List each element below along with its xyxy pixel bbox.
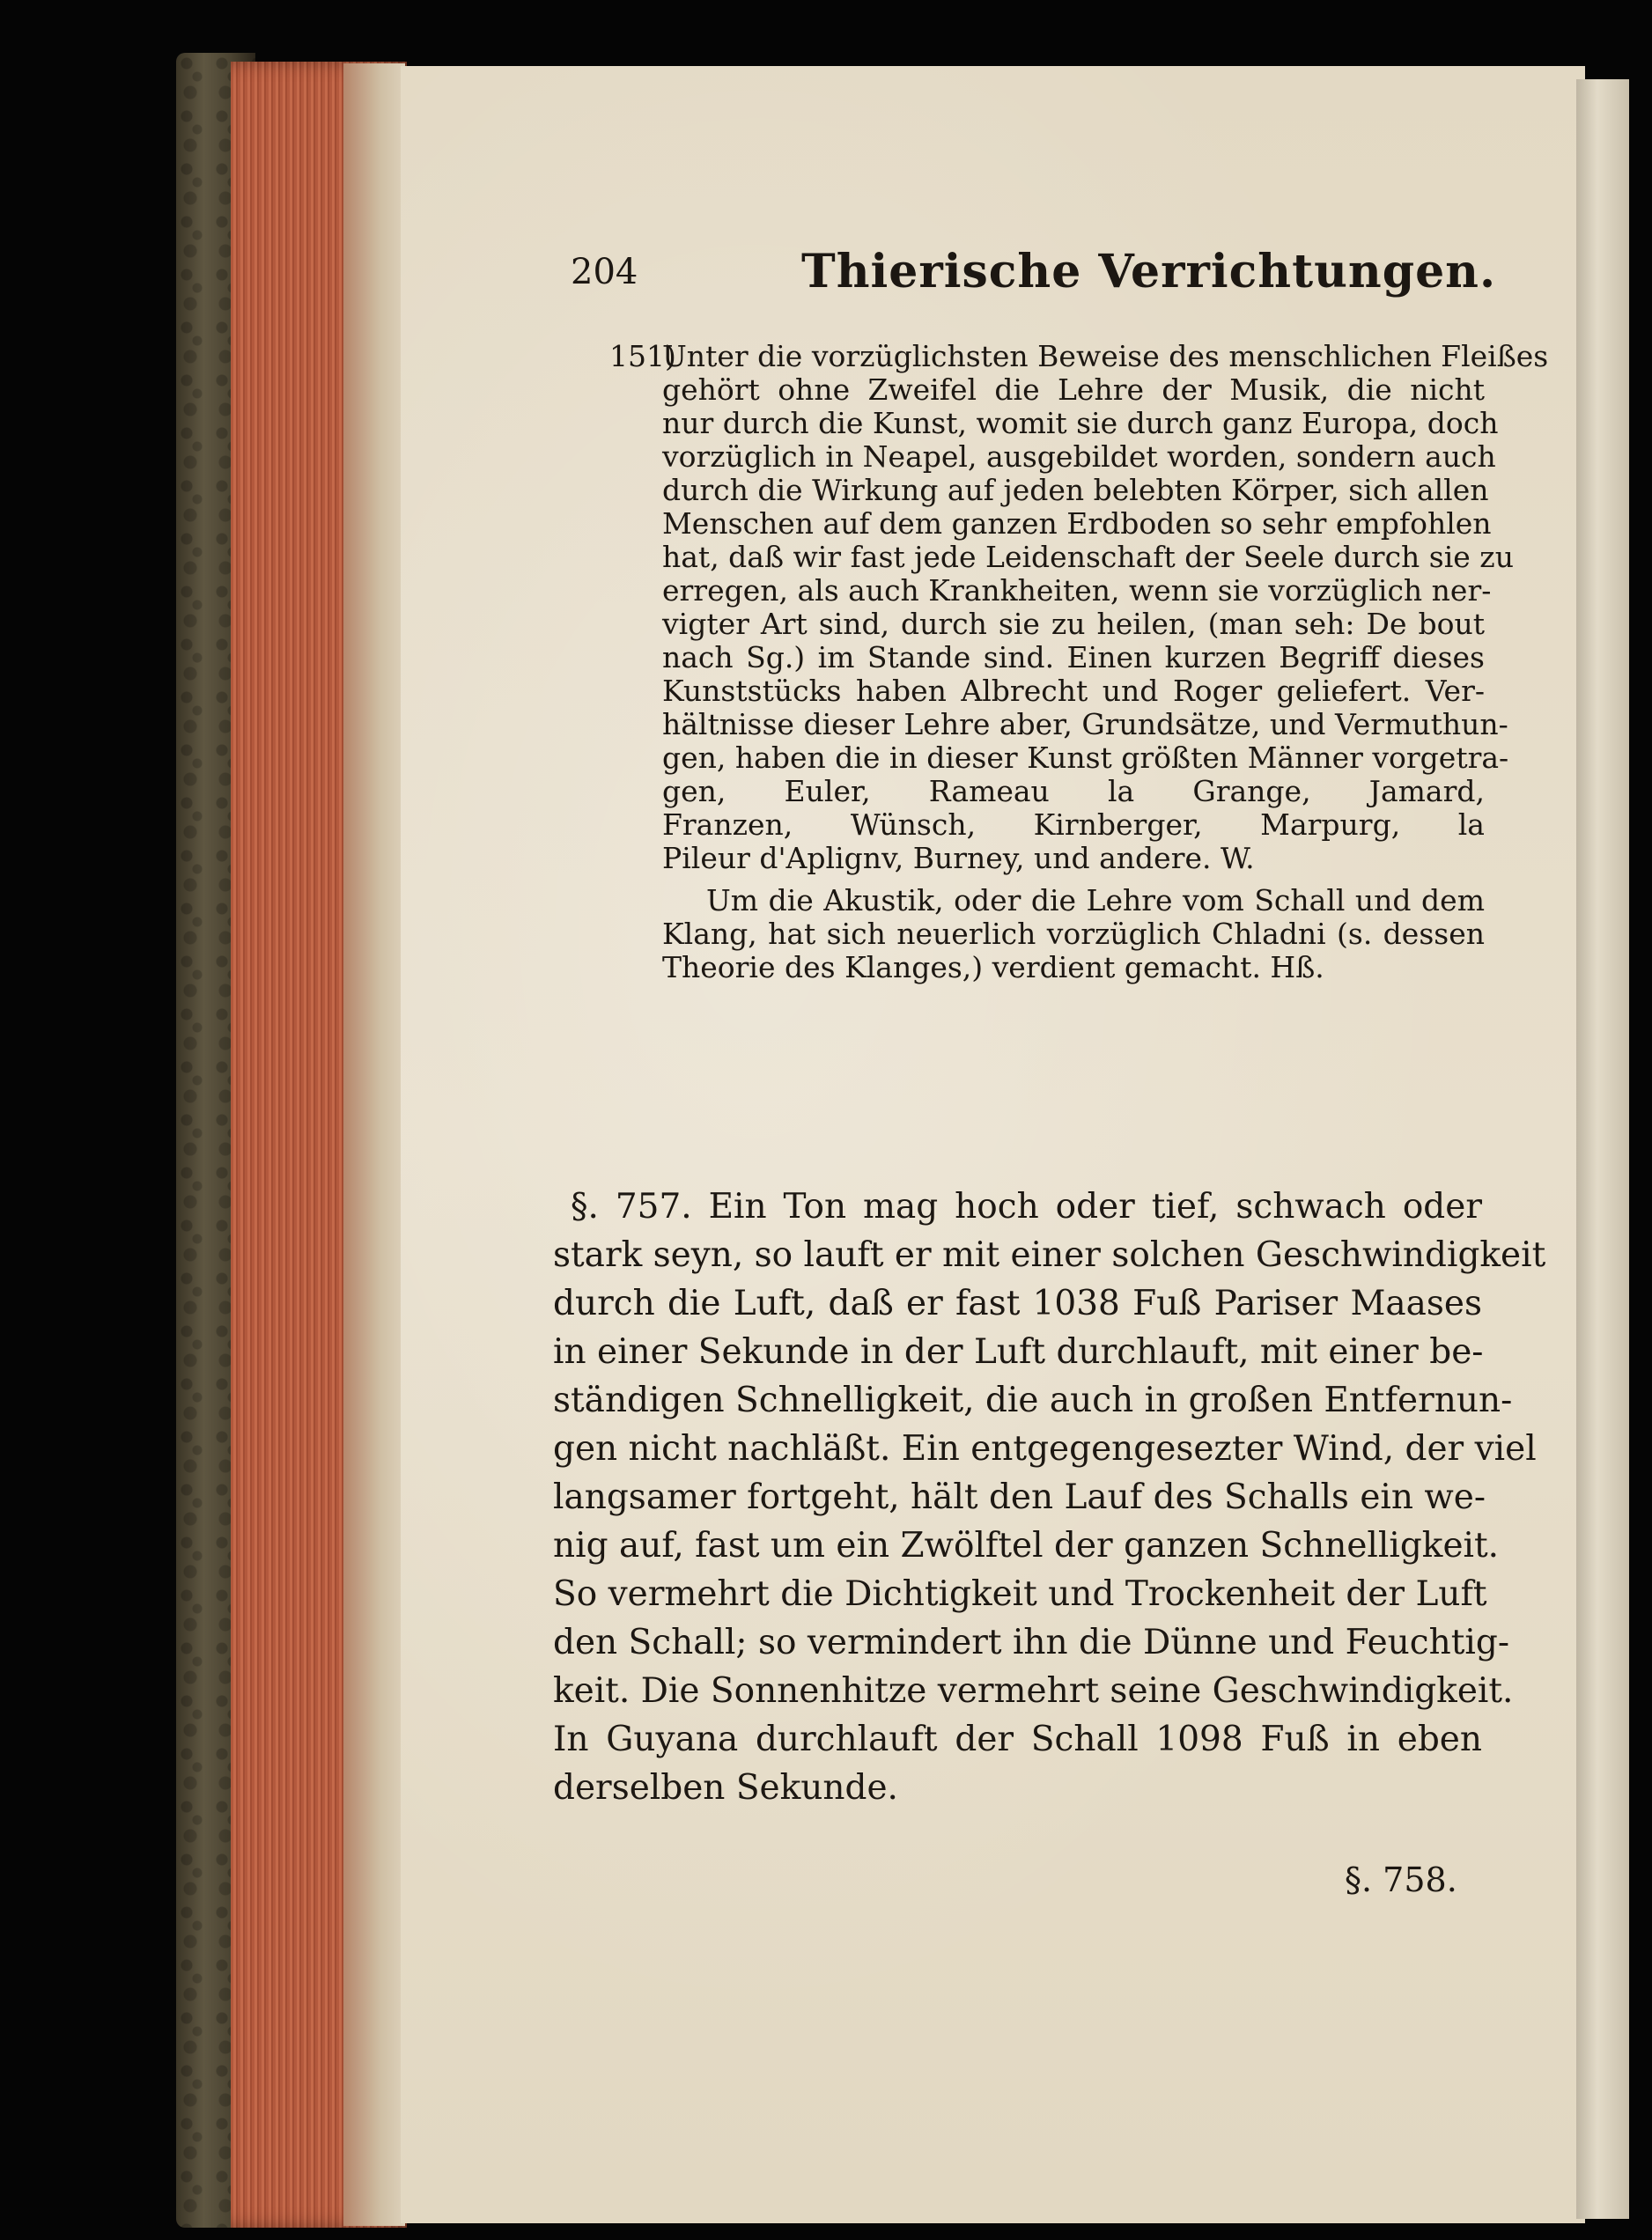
running-title: Thierische Verrichtungen. (801, 245, 1497, 298)
footnote-line: Menschen auf dem ganzen Erdboden so sehr empfohlen (662, 506, 1492, 541)
footnote-line: hältnisse dieser Lehre aber, Grundsätze, und Vermuthun- (662, 707, 1508, 741)
footnote-line: Unter die vorzüglichsten Beweise des menschlichen Fleißes (662, 339, 1549, 373)
footnote-line: nach Sg.) im Stande sind. Einen kurzen Begriff dieses (662, 640, 1485, 674)
paragraph-line: den Schall; so vermindert ihn die Dünne und Feuchtig- (553, 1623, 1510, 1662)
footnote-line: Franzen, Wünsch, Kirnberger, Marpurg, la (662, 807, 1485, 842)
paragraph-line: keit. Die Sonnenhitze vermehrt seine Geschwindigkeit. (553, 1671, 1514, 1711)
paragraph-line: stark seyn, so lauft er mit einer solchen Geschwindigkeit (553, 1235, 1546, 1275)
paragraph-line: So vermehrt die Dichtigkeit und Trockenheit der Luft (553, 1574, 1487, 1614)
running-head (571, 245, 1497, 315)
footnote-line: gen, haben die in dieser Kunst größten Männer vorgetra- (662, 741, 1509, 775)
paragraph-line: ständigen Schnelligkeit, die auch in großen Entfernun- (553, 1381, 1513, 1420)
footnote-addendum-line: Klang, hat sich neuerlich vorzüglich Chladni (s. dessen (662, 917, 1485, 951)
paragraph-line: nig auf, fast um ein Zwölftel der ganzen Schnelligkeit. (553, 1526, 1500, 1566)
paragraph-line: durch die Luft, daß er fast 1038 Fuß Pariser Maases (553, 1284, 1482, 1323)
paragraph-line: gen nicht nachläßt. Ein entgegengesezter Wind, der viel (553, 1429, 1537, 1469)
footnote-number: 151) (609, 339, 676, 373)
paragraph-line: in einer Sekunde in der Luft durchlauft, mit einer be- (553, 1332, 1484, 1372)
catchword: §. 758. (1345, 1861, 1457, 1899)
footnote-line: hat, daß wir fast jede Leidenschaft der Seele durch sie zu (662, 540, 1514, 574)
footnote-line: vigter Art sind, durch sie zu heilen, (man seh: De bout (662, 607, 1485, 641)
paragraph-line: langsamer fortgeht, hält den Lauf des Schalls ein we- (553, 1477, 1486, 1517)
footnote-addendum-line: Um die Akustik, oder die Lehre vom Schall und dem (706, 883, 1485, 917)
footnote-line: Pileur d'Aplignv, Burney, und andere. W. (662, 841, 1255, 875)
paragraph-line: In Guyana durchlauft der Schall 1098 Fuß in eben (553, 1720, 1482, 1759)
paragraph-line: §. 757. Ein Ton mag hoch oder tief, schwach oder (571, 1187, 1482, 1227)
page-number: 204 (571, 252, 638, 292)
footnote-line: erregen, als auch Krankheiten, wenn sie vorzüglich ner- (662, 573, 1492, 608)
footnote-addendum-line: Theorie des Klanges,) verdient gemacht. Hß. (662, 950, 1324, 984)
footnote-line: durch die Wirkung auf jeden belebten Körper, sich allen (662, 473, 1489, 507)
footnote-line: nur durch die Kunst, womit sie durch ganz Europa, doch (662, 406, 1499, 440)
page-edges-inner (343, 63, 405, 2226)
footnote-line: gehört ohne Zweifel die Lehre der Musik, die nicht (662, 372, 1485, 407)
paragraph-line: derselben Sekunde. (553, 1768, 898, 1808)
footnote-line: vorzüglich in Neapel, ausgebildet worden, sondern auch (662, 439, 1496, 474)
footnote-line: Kunststücks haben Albrecht und Roger geliefert. Ver- (662, 674, 1485, 708)
footnote-line: gen, Euler, Rameau la Grange, Jamard, (662, 774, 1485, 808)
facing-page-edge (1576, 79, 1629, 2219)
